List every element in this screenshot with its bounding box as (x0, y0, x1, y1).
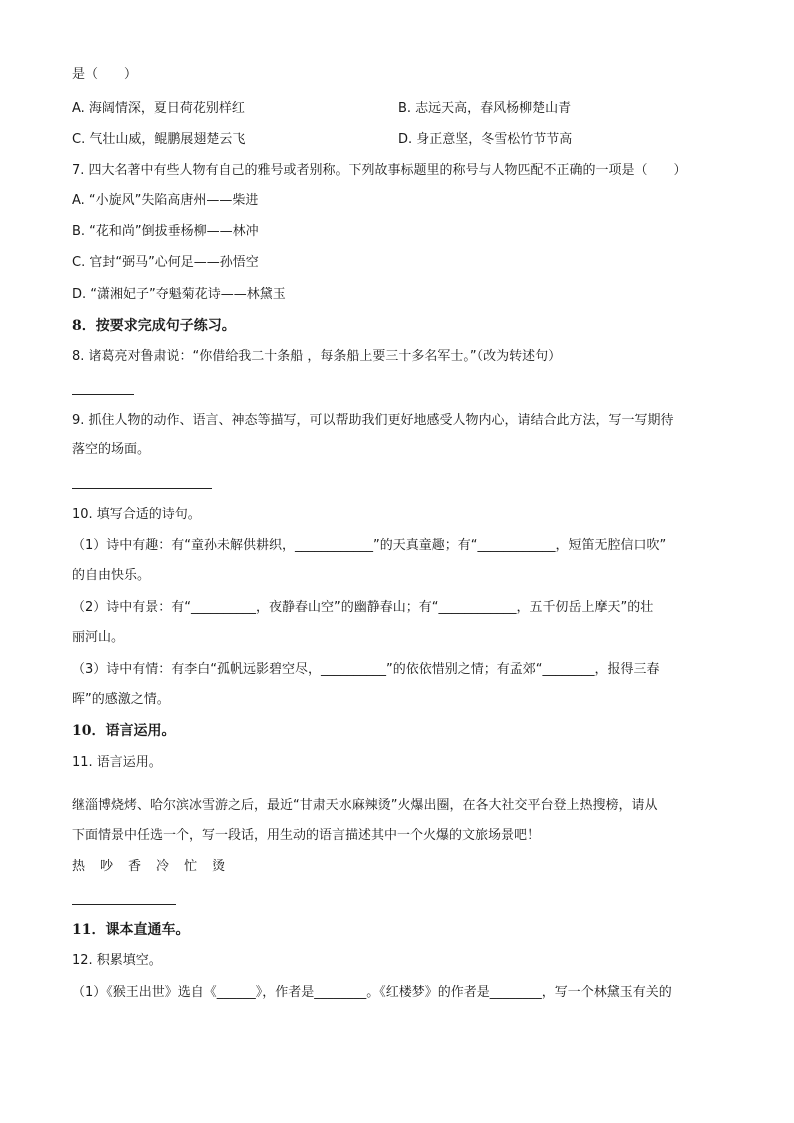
q10-part2-line2: 丽河山。 (72, 630, 125, 645)
question-12: 12. 积累填空。 (72, 953, 162, 968)
q6-option-a: A. 海阔情深，夏日荷花别样红 (72, 101, 245, 116)
scene-word: 香 (128, 859, 142, 874)
question-6-tail: 是（ ） (72, 67, 138, 82)
q6-option-d: D. 身正意坚，冬雪松竹节节高 (398, 132, 573, 147)
q7-option-d: D. “潇湘妃子”夺魁菊花诗——林黛玉 (72, 287, 286, 302)
question-9-line2: 落空的场面。 (72, 442, 151, 457)
answer-line-q11 (72, 904, 176, 905)
q6-option-b: B. 志远天高，春风杨柳楚山青 (398, 101, 572, 116)
question-11: 11. 语言运用。 (72, 755, 162, 770)
answer-line-q8 (72, 394, 134, 395)
answer-line-q9 (72, 488, 212, 489)
scene-word: 忙 (184, 859, 198, 874)
q10-part2-line1: （2）诗中有景：有“__________，夜静春山空”的幽静春山；有“____________，五千仞岳上摩天”的壮 (72, 600, 654, 615)
q7-option-c: C. 官封“弼马”心何足——孙悟空 (72, 255, 259, 270)
scene-word: 冷 (156, 859, 170, 874)
question-9-line1: 9. 抓住人物的动作、语言、神态等描写，可以帮助我们更好地感受人物内心，请结合此方法，写一写期待 (72, 413, 674, 428)
q7-option-a: A. “小旋风”失陷高唐州——柴进 (72, 193, 259, 208)
question-7: 7. 四大名著中有些人物有自己的雅号或者别称。下列故事标题里的称号与人物匹配不正确的一项是（ ） (72, 163, 687, 178)
q10-part1-line1: （1）诗中有趣：有“童孙未解供耕织，____________”的天真童趣；有“____________，短笛无腔信口吹” (72, 538, 667, 553)
question-10: 10. 填写合适的诗句。 (72, 507, 201, 522)
section-10-heading: 10．语言运用。 (72, 723, 176, 739)
scene-word: 热 (72, 859, 86, 874)
q10-part3-line1: （3）诗中有情：有李白“孤帆远影碧空尽，__________”的依依惜别之情；有孟郊“________，报得三春 (72, 662, 660, 677)
section-8-heading: 8．按要求完成句子练习。 (72, 318, 236, 334)
section-11-heading: 11．课本直通车。 (72, 922, 190, 938)
q10-part3-line2: 晖”的感激之情。 (72, 692, 170, 707)
q10-part1-line2: 的自由快乐。 (72, 568, 151, 583)
q12-part1: （1）《猴王出世》选自《______》，作者是________。《红楼梦》的作者是________，写一个林黛玉有关的 (72, 985, 672, 1000)
q11-prompt-line1: 继淄博烧烤、哈尔滨冰雪游之后，最近“甘肃天水麻辣烫”火爆出圈，在各大社交平台登上热搜榜，请从 (72, 798, 658, 813)
q6-option-c: C. 气壮山威，鲲鹏展翅楚云飞 (72, 132, 246, 147)
q11-prompt-line2: 下面情景中任选一个，写一段话，用生动的语言描述其中一个火爆的文旅场景吧！ (72, 828, 541, 843)
q7-option-b: B. “花和尚”倒拔垂杨柳——林冲 (72, 224, 259, 239)
q11-scene-words (72, 858, 240, 876)
scene-word: 吵 (100, 859, 114, 874)
question-8: 8. 诸葛亮对鲁肃说：“你借给我二十条船 ，每条船上要三十多名军士。”（改为转述句） (72, 349, 562, 364)
scene-word: 烫 (212, 859, 226, 874)
